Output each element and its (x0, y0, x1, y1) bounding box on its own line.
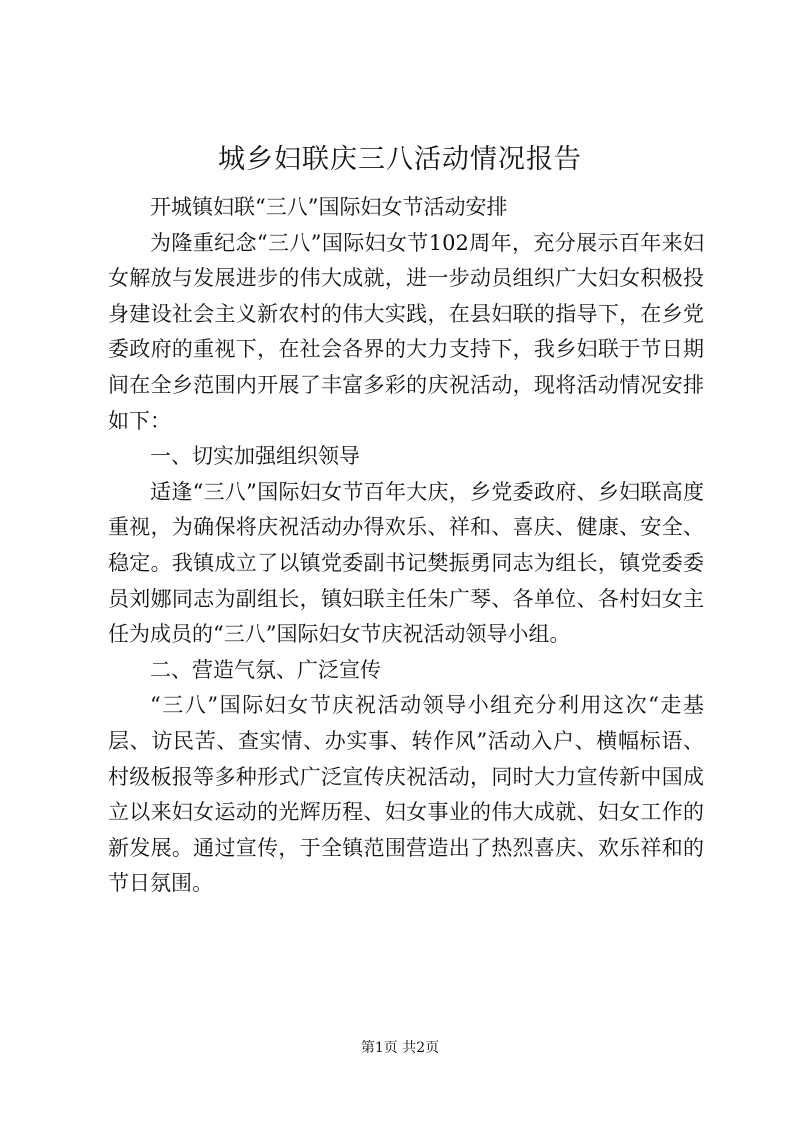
document-body (108, 190, 704, 902)
paragraph-section-2: “三八”国际妇女节庆祝活动领导小组充分利用这次“走基层、访民苦、查实情、办实事、转作风”活动入户、横幅标语、村级板报等多种形式广泛宣传庆祝活动，同时大力宣传新中国成立以来妇女运动的光辉历程、妇女事业的伟大成就、妇女工作的新发展。通过宣传，于全镇范围营造出了热烈喜庆、欢乐祥和的节日氛围。 (108, 693, 704, 896)
document-title: 城乡妇联庆三八活动情况报告 (218, 144, 582, 175)
paragraph-intro: 为隆重纪念“三八”国际妇女节102周年，充分展示百年来妇女解放与发展进步的伟大成就，进一步动员组织广大妇女积极投身建设社会主义新农村的伟大实践，在县妇联的指导下，在乡党委政府的重视下，在社会各界的大力支持下，我乡妇联于节日期间在全乡范围内开展了丰富多彩的庆祝活动，现将活动情况安排如下： (108, 230, 704, 433)
paragraph-section-1: 适逢“三八”国际妇女节百年大庆，乡党委政府、乡妇联高度重视，为确保将庆祝活动办得欢乐、祥和、喜庆、健康、安全、稳定。我镇成立了以镇党委副书记樊振勇同志为组长，镇党委委员刘娜同志为副组长，镇妇联主任朱广琴、各单位、各村妇女主任为成员的“三八”国际妇女节庆祝活动领导小组。 (108, 479, 704, 647)
page-footer (0, 1038, 800, 1058)
section-heading-2: 二、营造气氛、广泛宣传 (150, 657, 381, 682)
page-number-label: 第1页 共2页 (360, 1040, 440, 1056)
paragraph-subtitle: 开城镇妇联“三八”国际妇女节活动安排 (150, 195, 508, 219)
section-heading-1: 一、切实加强组织领导 (150, 444, 360, 469)
